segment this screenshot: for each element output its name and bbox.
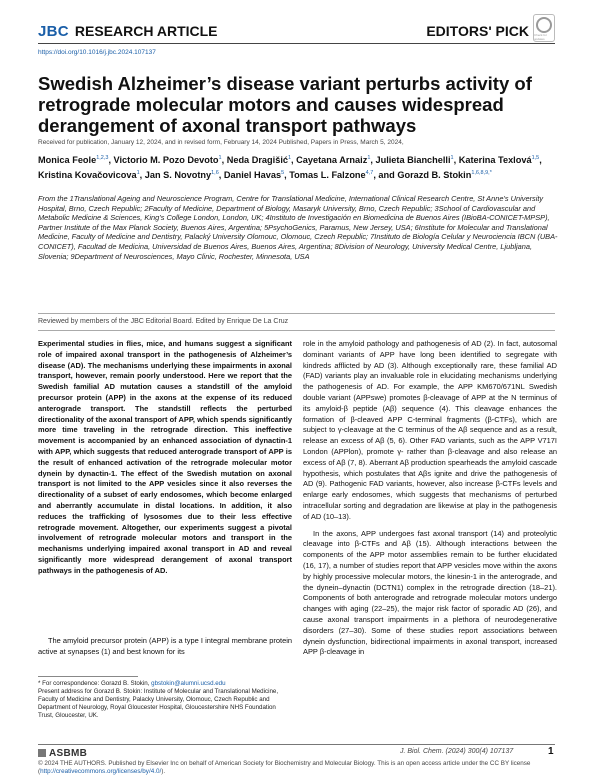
- received-dates: Received for publication, January 12, 2024, and in revised form, February 14, 2024 Published, Papers in Press, March 5, 2024,: [38, 139, 404, 146]
- editors-pick-label: EDITORS' PICK: [426, 23, 529, 39]
- footer-divider: [38, 744, 555, 745]
- article-type: RESEARCH ARTICLE: [74, 23, 218, 39]
- article-title: Swedish Alzheimer’s disease variant perturbs activity of retrograde molecular motors and causes widespread derangement of axonal transport pathways: [38, 73, 532, 136]
- page-number: 1: [548, 746, 554, 757]
- author[interactable]: Tomas L. Falzone$^{4,7}$: [289, 169, 374, 180]
- intro-paragraph: The amyloid precursor protein (APP) is a type I integral membrane protein active at synapses (1) and best known for its: [38, 636, 292, 656]
- body-paragraph: role in the amyloid pathology and pathogenesis of AD (2). In fact, autosomal dominant variants of APP have long been identified to segregate with kindreds afflicted by AD (3). Although exceptionally rare, these familial AD (FAD) variants play an invaluable role in elucidating mechanisms underlying the pathogenesis of AD. For example, the APP KM670/671NL Swedish double variant (APPswe) promotes β-cleavage of APP at the N terminus of its amyloid-β peptide (Aβ) sequence (4). This cleavage enhances the formation of β-cleaved APP C-terminal fragments (β-CTFs), which are subject to γ-cleavage at the C terminus of the Aβ sequence and as a result, release an excess of Aβ (5, 6). Other FAD variants, such as the APP V717I London (APPlon), promote γ- rather than β-cleavage and also release an excess of Aβ (7, 8). Aberrant Aβ production spearheads the amyloid cascade hypothesis, which postulates that Aβs ignite and drive the pathogenesis of AD (9). Pathogenic FAD variants, however, also increase β-CTFs levels and enlarge early endosomes, which suggests that mechanisms of perturbed intracellular sorting and degradation are likewise at play in the pathogenesis of AD (10–13).: [303, 339, 557, 521]
- author[interactable]: Neda Dragišić$^1$: [226, 155, 292, 166]
- abstract: Experimental studies in flies, mice, and humans suggest a significant role of impaired axonal transport in the pathogenesis of Alzheimer’s disease (AD). The mechanisms underlying these impairments in axonal transport, however, remain poorly understood. Here we report that the Swedish familial AD mutation causes a standstill of the amyloid precursor protein (APP) in the axons at the expense of its reduced anterograde transport. The standstill reflects the perturbed directionality of the axonal transport of APP, which spends significantly more time traveling in the retrograde direction. This ineffective movement is accompanied by an enhanced association of dynactin-1 with APP, which suggests that reduced anterograde transport of APP is the result of enhanced activation of the retrograde molecular motor dynein by dynactin-1. The effect of the Swedish mutation on axonal transport is not limited to the APP vesicles since it also reverses the directionality of a subset of early endosomes, which become enlarged and aberrantly accumulate in distal locations. In addition, it also reduces the trafficking of lysosomes due to their less effective retrograde movement. Altogether, our experiments suggest a pivotal involvement of retrograde molecular motors and transport in the mechanisms underlying impaired axonal transport in AD and reveal significantly more widespread derangement of axonal transport pathways in the pathogenesis of AD.: [38, 339, 292, 575]
- journal-logo[interactable]: JBC: [38, 22, 69, 40]
- footnote-divider: [38, 676, 138, 677]
- doi-link[interactable]: https://doi.org/10.1016/j.jbc.2024.107137: [38, 49, 156, 56]
- email-link[interactable]: gbstokin@alumni.ucsd.edu: [151, 680, 226, 687]
- journal-reference: J. Biol. Chem. (2024) 300(4) 107137: [400, 748, 514, 755]
- reviewed-by: Reviewed by members of the JBC Editorial Board. Edited by Enrique De La Cruz: [38, 318, 289, 325]
- check-for-updates-badge[interactable]: [533, 14, 555, 42]
- present-address: Present address for Gorazd B. Stokin: Institute of Molecular and Translational Medicine, Faculty of Medicine and Dentistry, Palacky University, Olomouc, Czech Republic and Department of Neurology, Royal Gloucester Hospital, Gloucestershire NHS Foundation Trust, Gloucester, UK.: [38, 688, 279, 719]
- doi-block: [38, 49, 156, 57]
- header-divider: [38, 43, 555, 44]
- divider: [38, 330, 555, 331]
- badge-text: Check for updates: [534, 33, 547, 41]
- author[interactable]: Gorazd B. Stokin$^{1,6,8,9,*}$: [397, 169, 492, 180]
- author[interactable]: Victorio M. Pozo Devoto$^1$: [113, 155, 222, 166]
- header-bar: [38, 20, 555, 42]
- author[interactable]: Jan S. Novotny$^{1,6}$: [144, 169, 219, 180]
- author[interactable]: Katerina Texlová$^{1,5}$: [458, 155, 540, 166]
- right-column: [303, 339, 557, 664]
- author[interactable]: Cayetana Arnaiz$^1$: [296, 155, 371, 166]
- affiliations: From the 1Translational Ageing and Neuroscience Program, Centre for Translational Medicine, International Clinical Research Centre, St Anne’s University Hospital, Brno, Czech Republic; 2Faculty of Medicine, Department of Biology, Masaryk University, Brno, Czech Republic; 3School of Cardiovascular and Metabolic Medicine & Sciences, King’s College London, London, UK; 4Instituto de Investigación en Biomedicina de Buenos Aires (IBioBA-CONICET-MPSP), Partner Institute of the Max Planck Society, Buenos Aires, Argentina; 5PsychoGenics, Paramus, New Jersey, USA; 6Institute for Molecular and Translational Medicine, Faculty of Medicine and Dentistry, Palacký University Olomouc, Olomouc, Czech Republic; 7Instituto de Biología Celular y Neurociencia IBCN (UBA-CONICET), Facultad de Medicina, Universidad de Buenos Aires, Buenos Aires, Argentina; 8Division of Neurology, University Medical Centre, Ljubljana, Slovenia; 9Department of Neurosciences, Mayo Clinic, Rochester, Minnesota, USA: [38, 194, 558, 261]
- asbmb-logo: ASBMB: [38, 748, 87, 759]
- license-link[interactable]: http://creativecommons.org/licenses/by/4.0/: [40, 768, 162, 775]
- author[interactable]: Julieta Bianchelli$^1$: [375, 155, 454, 166]
- license: © 2024 THE AUTHORS. Published by Elsevier Inc on behalf of American Society for Biochemistry and Molecular Biology. This is an open access article under the CC BY license (http://creativecommons.org/licenses/by/4.0/).: [38, 760, 531, 775]
- body-paragraph: In the axons, APP undergoes fast axonal transport (14) and proteolytic cleavage into β-CTFs and Aβ (15). Although interactions between the components of the APP motor assemblies remain to be further elucidated (16, 17), a number of studies report that APP vesicles move within the axons by highly processive molecular motors, the kinesin-1 in the anterograde, and the dynein–dynactin (DCTN1) complex in the retrograde direction (18–21). Components of both anterograde and retrograde molecular motors undergo changes with aging (22–25), the major risk factor of sporadic AD (26), and cause axonal transport impairments in a plethora of neurodegenerative disorders (27–30). Some of these studies report associations between dynein dysfunction, bidirectional impairments in axonal transport, increased APP β-cleavage in: [303, 528, 557, 657]
- author[interactable]: Monica Feole$^{1,2,3}$: [38, 155, 109, 166]
- footnotes: * For correspondence: Gorazd B. Stokin, gbstokin@alumni.ucsd.edu Present address for Gorazd B. Stokin: Institute of Molecular and Translational Medicine, Faculty of Medicine and Dentistry, Palacky University, Olomouc, Czech Republic and Department of Neurology, Royal Gloucester Hospital, Gloucestershire NHS Foundation Trust, Gloucester, UK.: [38, 680, 292, 720]
- author[interactable]: Daniel Havas$^5$: [223, 169, 285, 180]
- divider: [38, 313, 555, 314]
- author[interactable]: Kristina Kovačovicova$^1$: [38, 169, 140, 180]
- author-list: Monica Feole$^{1,2,3}$, Victorio M. Pozo Devoto$^1$, Neda Dragišić$^1$, Cayetana Arnaiz$^1$, Julieta Bianchelli$^1$, Katerina Texlová$^{1,5}$, Kristina Kovačovicova$^1$, Jan S. Novotny$^{1,6}$, Daniel Havas$^5$, Tomas L. Falzone$^{4,7}$, and Gorazd B. Stokin$^{1,6,8,9,*}$: [38, 155, 542, 180]
- asbmb-icon: [38, 749, 46, 757]
- update-icon: [536, 17, 552, 33]
